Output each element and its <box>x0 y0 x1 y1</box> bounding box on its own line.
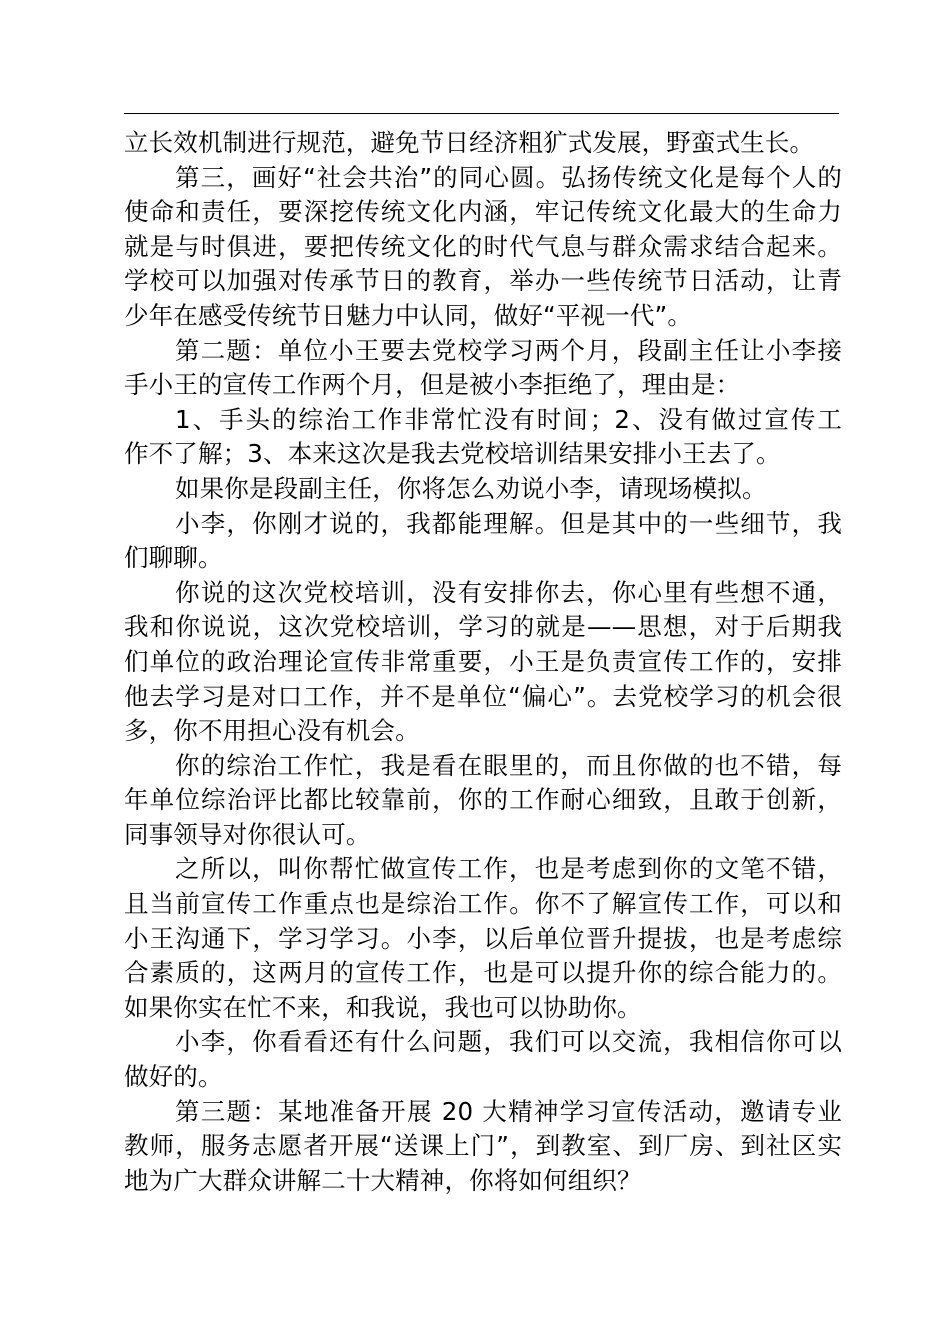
document-body <box>124 126 842 1198</box>
text-line: 作不了解；3、本来这次是我去党校培训结果安排小王去了。 <box>124 439 781 469</box>
text-line: 做好的。 <box>124 1062 223 1092</box>
text-line: 立长效机制进行规范，避免节日经济粗犷式发展，野蛮式生长。 <box>124 128 815 157</box>
text-line: 你说的这次党校培训，没有安排你去，你心里有些想不通， <box>175 577 842 607</box>
text-line: 手小王的宣传工作两个月，但是被小李拒绝了，理由是： <box>124 370 741 400</box>
text-line: 之所以，叫你帮忙做宣传工作，也是考虑到你的文笔不错， <box>175 854 842 884</box>
text-line: 我和你说说，这次党校培训，学习的就是——思想，对于后期我 <box>124 612 842 642</box>
text-line: 同事领导对你很认可。 <box>124 819 371 849</box>
text-line: 1、手头的综治工作非常忙没有时间；2、没有做过宣传工 <box>175 404 842 434</box>
text-line: 小李，你看看还有什么问题，我们可以交流，我相信你可以 <box>175 1027 842 1057</box>
text-line: 且当前宣传工作重点也是综治工作。你不了解宣传工作，可以和 <box>124 889 842 919</box>
text-line: 学校可以加强对传承节日的教育，举办一些传统节日活动，让青 <box>124 266 842 296</box>
text-line: 就是与时俱进，要把传统文化的时代气息与群众需求结合起来。 <box>124 231 842 261</box>
text-line: 地为广大群众讲解二十大精神，你将如何组织？ <box>124 1165 642 1195</box>
text-line: 年单位综治评比都比较靠前，你的工作耐心细致，且敢于创新， <box>124 785 842 815</box>
text-line: 使命和责任，要深挖传统文化内涵，牢记传统文化最大的生命力 <box>124 197 842 227</box>
text-line: 如果你实在忙不来，和我说，我也可以协助你。 <box>124 992 642 1022</box>
text-line: 教师，服务志愿者开展“送课上门”，到教室、到厂房、到社区实 <box>124 1131 842 1161</box>
text-line: 你的综治工作忙，我是看在眼里的，而且你做的也不错，每 <box>175 750 842 780</box>
text-line: 们单位的政治理论宣传非常重要，小王是负责宣传工作的，安排 <box>124 646 842 676</box>
text-line: 少年在感受传统节日魅力中认同，做好“平视一代”。 <box>124 300 692 330</box>
text-line: 小王沟通下，学习学习。小李，以后单位晋升提拔，也是考虑综 <box>124 923 842 953</box>
header-rule <box>124 113 839 114</box>
text-line: 第三题：某地准备开展 20 大精神学习宣传活动，邀请专业 <box>175 1096 842 1126</box>
text-line: 们聊聊。 <box>124 543 223 573</box>
text-line: 如果你是段副主任，你将怎么劝说小李，请现场模拟。 <box>175 473 767 503</box>
text-line: 多，你不用担心没有机会。 <box>124 716 420 746</box>
text-line: 合素质的，这两月的宣传工作，也是可以提升你的综合能力的。 <box>124 958 842 988</box>
text-line: 第二题：单位小王要去党校学习两个月，段副主任让小李接 <box>175 335 842 365</box>
text-line: 小李，你刚才说的，我都能理解。但是其中的一些细节，我 <box>175 508 842 538</box>
text-line: 他去学习是对口工作，并不是单位“偏心”。去党校学习的机会很 <box>124 681 842 711</box>
text-line: 第三，画好“社会共治”的同心圆。弘扬传统文化是每个人的 <box>175 162 842 192</box>
